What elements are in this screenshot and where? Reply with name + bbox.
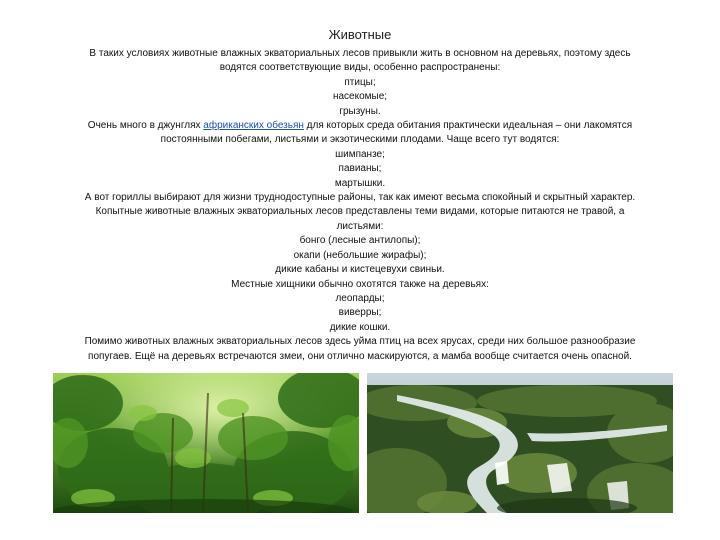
list-item: дикие кошки. (329, 321, 391, 333)
text-line: Помимо животных влажных экваториальных лесов здесь уйма птиц на всех ярусах, среди них большое разнообразие (84, 336, 636, 348)
list-item: шимпанзе; (335, 148, 385, 160)
text-line: В таких условиях животные влажных экваториальных лесов привыкли жить в основном на деревьях, поэтому здесь (89, 48, 631, 59)
list-item: дикие кабаны и кистецевухи свиньи. (275, 264, 445, 276)
rainforest-photo (53, 373, 359, 513)
list-item: птицы; (344, 76, 376, 88)
text-line-with-link (48, 119, 672, 133)
page-title: Животные (328, 27, 392, 42)
text-line: листьями: (336, 220, 384, 232)
list-item: павианы; (338, 163, 382, 175)
text-line: А вот гориллы выбирают для жизни труднодоступные районы, так как имеют весьма спокойный и скрытный характер. (84, 192, 636, 204)
text-line: постоянными побегами, листьями и экзотическими плодами. Чаще всего тут водятся: (160, 134, 560, 146)
list-item: виверры; (338, 307, 382, 319)
text-line: Местные хищники обычно охотятся также на деревьях: (231, 278, 489, 290)
list-item: насекомые; (332, 91, 388, 103)
african-monkeys-link[interactable]: африканских обезьян (203, 120, 304, 132)
list-item: леопарды; (335, 292, 385, 304)
waterfall-photo (367, 373, 673, 513)
text-line: Копытные животные влажных экваториальных лесов представлены теми видами, которые питаются не травой, а (95, 206, 625, 218)
text-fragment: для которых среда обитания практически идеальная – они лакомятся (303, 120, 633, 132)
text-fragment: Очень много в джунглях (87, 120, 204, 132)
list-item: окапи (небольшие жирафы); (293, 249, 427, 261)
list-item: грызуны. (339, 105, 381, 117)
text-line: водятся соответствующие виды, особенно распространены: (219, 62, 501, 74)
list-item: бонго (лесные антилопы); (299, 235, 421, 247)
list-item: мартышки. (334, 177, 386, 189)
text-line: попугаев. Ещё на деревьях встречаются змеи, они отлично маскируются, а мамба вообще считается очень опасной. (88, 350, 632, 362)
article-body (48, 47, 672, 364)
rainforest-image (53, 373, 359, 513)
waterfall-image (367, 373, 673, 513)
